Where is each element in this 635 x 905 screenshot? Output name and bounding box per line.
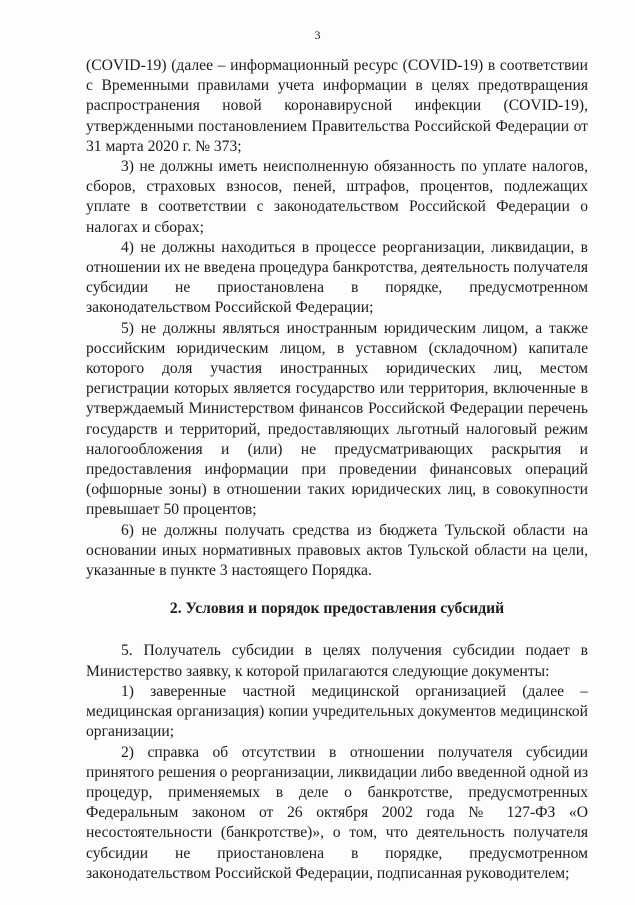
page-number: 3 bbox=[314, 28, 321, 42]
document-body bbox=[86, 56, 588, 884]
paragraph-item-3-taxes: 3) не должны иметь неисполненную обязанность по уплате налогов, сборов, страховых взносов, пеней, штрафов, процентов, подлежащих уплате в соответствии с законодательством Российской Федерации о налогах и сборах; bbox=[86, 158, 588, 236]
paragraph-subitem-1-documents: 1) заверенные частной медицинской организацией (далее – медицинская организация) копии учредительных документов медицинской организации; bbox=[86, 682, 588, 741]
paragraph-item-4-reorganization: 4) не должны находиться в процессе реорганизации, ликвидации, в отношении их не введена процедура банкротства, деятельность получателя субсидии не приостановлена в порядке, предусмотренном законодательством Российской Федерации; bbox=[86, 238, 588, 317]
section-heading: 2. Условия и порядок предоставления субсидий bbox=[169, 600, 505, 618]
paragraph-item-5-foreign-entity: 5) не должны являться иностранным юридическим лицом, а также российским юридическим лицом, в уставном (складочном) капитале которого доля участия иностранных юридических лиц, местом регистрации которых является государство или территория, включенные в утверждаемый Министерством финансов Российской Федерации перечень государств и территорий, предоставляющих льготный налоговый режим налогообложения и (или) не предусматривающих раскрытия и предоставления информации при проведении финансовых операций (офшорные зоны) в отношении таких юридических лиц, в совокупности превышает 50 процентов; bbox=[86, 319, 588, 519]
paragraph-item-5-application: 5. Получатель субсидии в целях получения субсидии подает в Министерство заявку, к которой прилагаются следующие документы: bbox=[86, 642, 588, 680]
paragraph-covid-resource: (COVID-19) (далее – информационный ресурс (COVID-19) в соответствии с Временными правилами учета информации в целях предотвращения распространения новой коронавирусной инфекции (COVID-19), утвержденными постановлением Правительства Российской Федерации от 31 марта 2020 г. № 373; bbox=[86, 57, 588, 155]
paragraph-subitem-2-certificate: 2) справка об отсутствии в отношении получателя субсидии принятого решения о реорганизации, ликвидации либо введенной одной из процедур, применяемых в деле о банкротстве, предусмотренных Федеральным законом от 26 октября 2002 года № 127-ФЗ «О несостоятельности (банкротстве)», о том, что деятельность получателя субсидии не приостановлена в порядке, предусмотренном законодательством Российской Федерации, подписанная руководителем; bbox=[86, 743, 588, 882]
paragraph-item-6-budget-funds: 6) не должны получать средства из бюджета Тульской области на основании иных нормативных правовых актов Тульской области на цели, указанные в пункте 3 настоящего Порядка. bbox=[86, 521, 588, 580]
